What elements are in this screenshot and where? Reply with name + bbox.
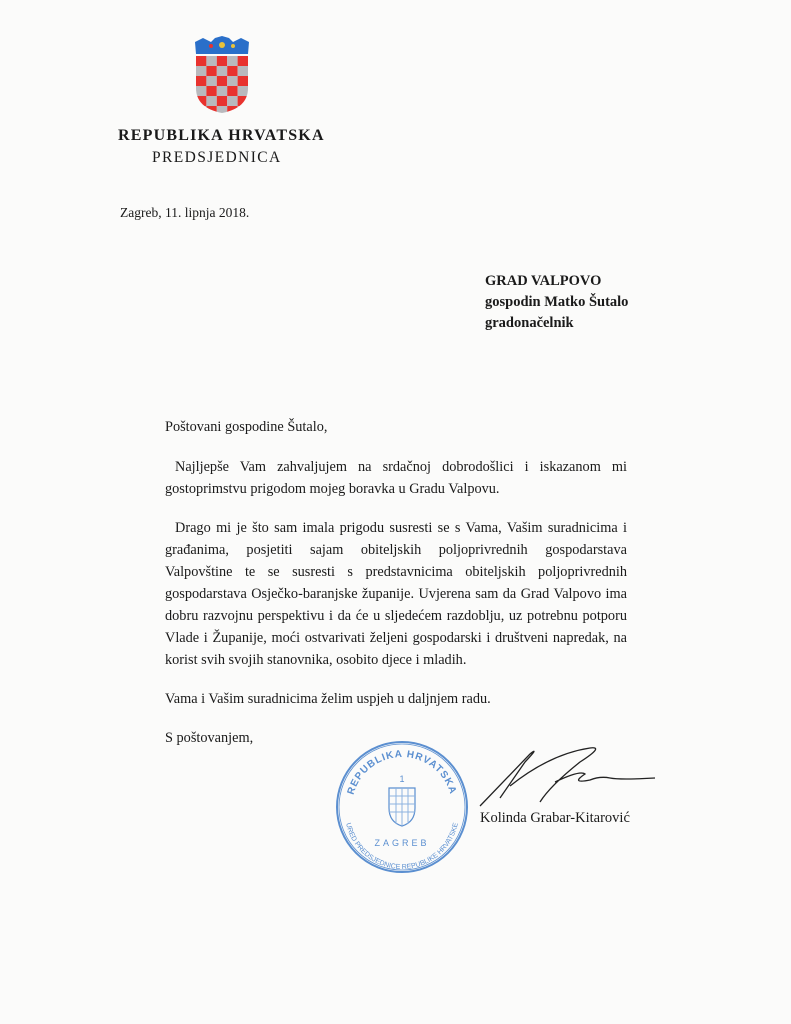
signatory-name: Kolinda Grabar-Kitarović <box>480 810 630 826</box>
coat-check <box>206 76 216 86</box>
coat-check <box>238 56 248 66</box>
coat-check <box>196 86 206 96</box>
coat-check <box>206 56 216 66</box>
letterhead-subtitle: PREDSJEDNICA <box>152 149 282 166</box>
coat-check <box>227 56 237 66</box>
coat-check <box>217 66 227 76</box>
greeting: Poštovani gospodine Šutalo, <box>165 419 328 435</box>
paragraph: Drago mi je što sam imala prigodu susresti se s Vama, Vašim suradnicima i građanima, posjetiti sajam obiteljskih poljoprivrednih gospodarstava Valpovštine te se susresti s predstavnicima obiteljskih poljoprivrednih gospodarstava Osječko-baranjske županije. Uvjerena sam da Grad Valpovo ima dobru razvojnu perspektivu i da će u sljedećem razdoblju, uz potrebnu potporu Vlade i Županije, moći ostvarivati željeni gospodarski i društveni napredak, na korist svih svojih stanovnika, osobito djece i mladih. <box>165 520 627 668</box>
recipient-line: gradonačelnik <box>485 315 574 331</box>
coat-check <box>227 66 237 76</box>
croatian-coat-of-arms-icon <box>193 36 251 114</box>
coat-check <box>238 106 248 114</box>
coat-check <box>206 86 216 96</box>
coat-check <box>238 96 248 106</box>
recipient-line: GRAD VALPOVO <box>485 273 602 289</box>
letter-date: Zagreb, 11. lipnja 2018. <box>120 205 250 220</box>
coat-check <box>206 96 216 106</box>
coat-check <box>217 106 227 114</box>
paragraph: Najljepše Vam zahvaljujem na srdačnoj dobrodošlici i iskazanom mi gostoprimstvu prigodom mojeg boravka u Gradu Valpovu. <box>165 459 627 497</box>
official-stamp <box>335 740 470 875</box>
letter-body <box>165 416 627 766</box>
coat-check <box>196 66 206 76</box>
handwritten-signature <box>470 738 660 808</box>
paragraph: Vama i Vašim suradnicima želim uspjeh u daljnjem radu. <box>165 691 491 707</box>
coat-check <box>217 86 227 96</box>
coat-check <box>196 76 206 86</box>
coat-check <box>217 56 227 66</box>
coat-check <box>238 86 248 96</box>
coat-check <box>206 106 216 114</box>
coat-check <box>196 56 206 66</box>
coat-check <box>196 96 206 106</box>
stamp-bottom-text: URED PREDSJEDNICE REPUBLIKE HRVATSKE <box>344 822 460 872</box>
coat-check <box>217 96 227 106</box>
stamp-city: ZAGREB <box>374 838 430 848</box>
coat-check <box>227 96 237 106</box>
recipient-line: gospodin Matko Šutalo <box>485 294 629 310</box>
coat-check <box>217 76 227 86</box>
coat-check <box>227 86 237 96</box>
coat-check <box>196 106 206 114</box>
letterhead-title: REPUBLIKA HRVATSKA <box>118 127 325 144</box>
closing: S poštovanjem, <box>165 730 254 746</box>
recipient-address <box>485 271 628 334</box>
coat-check <box>206 66 216 76</box>
coat-check <box>227 76 237 86</box>
coat-check <box>238 76 248 86</box>
coat-check <box>238 66 248 76</box>
stamp-top-text: REPUBLIKA HRVATSKA <box>345 748 459 797</box>
stamp-number: 1 <box>399 774 405 784</box>
coat-check <box>227 106 237 114</box>
